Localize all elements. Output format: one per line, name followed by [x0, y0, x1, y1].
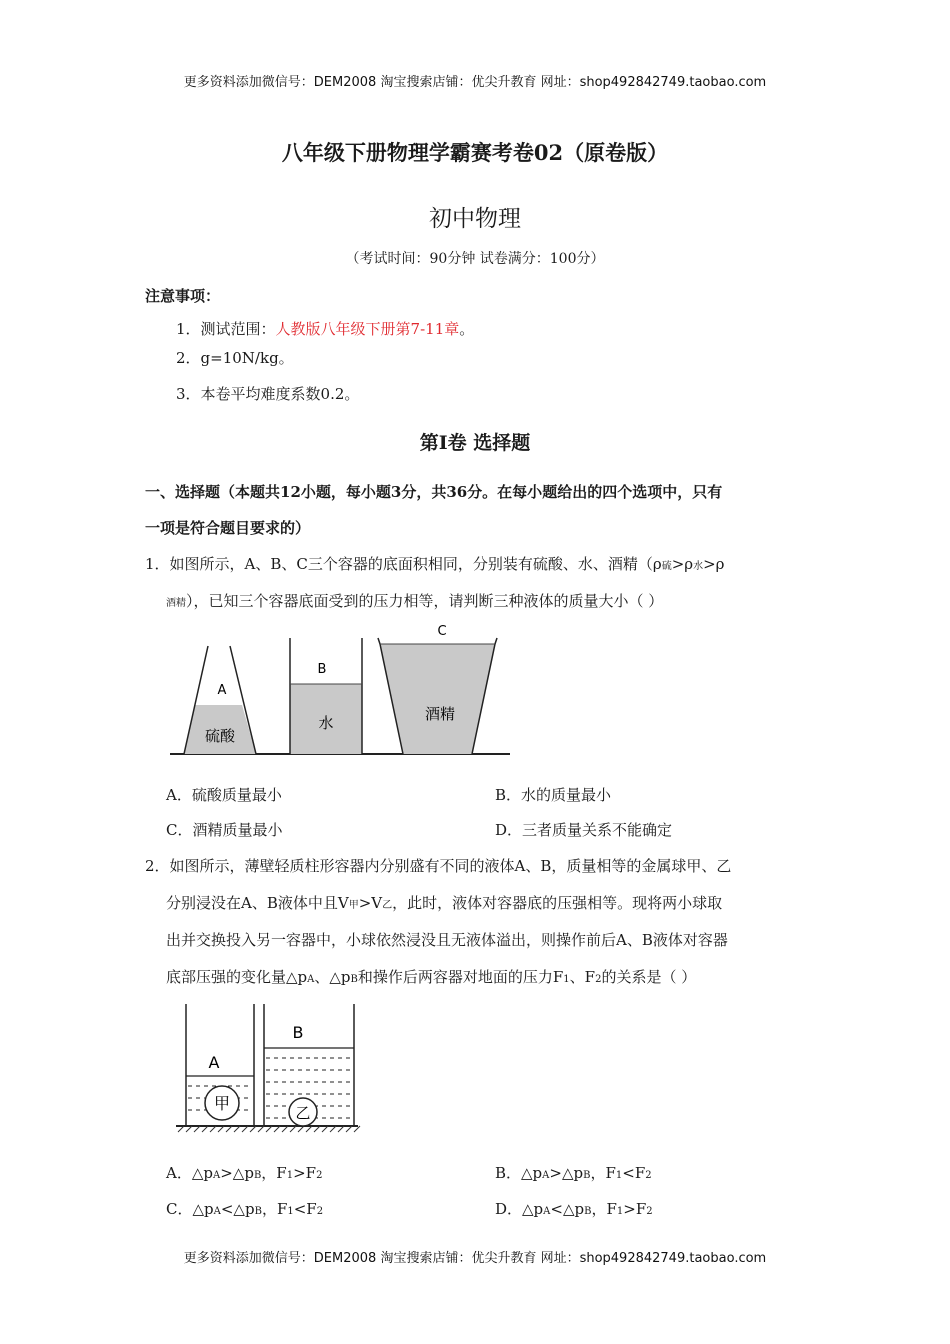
- q2-oc-1: C．△p: [166, 1200, 214, 1218]
- q2-od-s1: A: [543, 1206, 551, 1217]
- q2-ob-4: <F: [622, 1164, 646, 1182]
- q2-od-2: <△p: [550, 1200, 585, 1218]
- q2-l2-b: >V: [358, 894, 383, 912]
- q2-ob-s4: 2: [645, 1170, 652, 1181]
- q2-ball-jia-label: 甲: [213, 1094, 231, 1113]
- q2-text-line3: 出并交换投入另一容器中，小球依然浸没且无液体溢出，则操作前后A、B液体对容器: [166, 931, 728, 949]
- q1-option-d[interactable]: D．三者质量关系不能确定: [495, 821, 673, 839]
- q1-text-d: ），已知三个容器底面受到的压力相等，请判断三种液体的质量大小（ ）: [186, 592, 664, 610]
- part1-heading-line2: 一项是符合题目要求的）: [145, 519, 311, 537]
- note-item-1-scope: 人教版八年级下册第7-11章: [275, 320, 460, 338]
- q1-label-b: B: [317, 662, 327, 677]
- q2-l4-d: 、F: [569, 968, 596, 986]
- q1-text-line1: [145, 553, 724, 574]
- q2-oc-4: <F: [293, 1200, 317, 1218]
- q1-option-b[interactable]: B．水的质量最小: [495, 786, 612, 804]
- q1-text-b: >ρ: [671, 555, 694, 573]
- q1-text-a: 1．如图所示，A、B、C三个容器的底面积相同，分别装有硫酸、水、酒精（ρ: [145, 555, 662, 573]
- q2-od-s2: B: [584, 1206, 592, 1217]
- q2-option-d[interactable]: [495, 1198, 653, 1219]
- q2-oc-2: <△p: [220, 1200, 255, 1218]
- q2-ob-2: >△p: [549, 1164, 584, 1182]
- q2-oc-3: ，F: [261, 1200, 288, 1218]
- q1-figure-containers: [160, 618, 520, 760]
- q2-ball-yi-label: 乙: [295, 1104, 311, 1122]
- q2-option-b[interactable]: [495, 1162, 652, 1183]
- page-footer: 更多资料添加微信号：DEM2008 淘宝搜索店铺：优尖升教育 网址：shop492842749.taobao.com: [183, 1251, 767, 1266]
- q2-l2-sub1: 甲: [348, 900, 359, 911]
- page-title: 八年级下册物理学霸赛考卷02（原卷版）: [281, 140, 669, 165]
- q2-label-b: B: [292, 1023, 304, 1042]
- q1-option-c[interactable]: C．酒精质量最小: [166, 821, 283, 839]
- notes-heading: 注意事项：: [145, 287, 221, 305]
- note-item-2: 2．g=10N/kg。: [176, 349, 294, 367]
- page-header: 更多资料添加微信号：DEM2008 淘宝搜索店铺：优尖升教育 网址：shop492842749.taobao.com: [183, 75, 767, 90]
- q2-l4-c: 和操作后两容器对地面的压力F: [357, 968, 564, 986]
- q2-option-c[interactable]: [166, 1198, 323, 1219]
- q2-l4-sub2: B: [350, 974, 358, 985]
- q2-option-a[interactable]: [166, 1162, 322, 1183]
- q2-l4-b: 、△p: [314, 968, 351, 986]
- q1-sub-sulfuric: 硫: [661, 561, 672, 572]
- page-subtitle: 初中物理: [429, 206, 521, 232]
- q2-text-line2: [166, 892, 722, 913]
- q2-oa-4: >F: [293, 1164, 317, 1182]
- q2-oa-2: >△p: [220, 1164, 254, 1182]
- q2-l4-sub1: A: [307, 974, 315, 985]
- q2-l4-sub4: 2: [595, 974, 602, 985]
- q1-label-c: C: [437, 624, 447, 639]
- q2-l4-e: 的关系是（ ）: [601, 968, 697, 986]
- q2-oa-s2: B: [253, 1170, 262, 1181]
- q2-oa-s1: A: [212, 1170, 221, 1181]
- note-item-3: 3．本卷平均难度系数0.2。: [176, 385, 360, 403]
- q1-label-a: A: [217, 683, 227, 698]
- q1-option-a[interactable]: A．硫酸质量最小: [166, 786, 282, 804]
- q1-sub-alcohol: 酒精: [166, 598, 186, 609]
- q2-oa-s4: 2: [316, 1170, 323, 1181]
- q2-oc-s2: B: [254, 1206, 262, 1217]
- q1-text-line2: [166, 590, 663, 611]
- exam-info: （考试时间：90分钟 试卷满分：100分）: [345, 251, 605, 267]
- q1-liquid-c-label: 酒精: [424, 705, 456, 723]
- q2-l4-sub3: 1: [563, 974, 570, 985]
- q2-ob-s1: A: [542, 1170, 550, 1181]
- q2-od-3: ，F: [591, 1200, 617, 1218]
- q2-ob-1: B．△p: [495, 1164, 543, 1182]
- q2-od-1: D．△p: [495, 1200, 544, 1218]
- q1-sub-water: 水: [693, 561, 704, 572]
- note-item-1: [176, 318, 474, 339]
- q2-l4-a: 底部压强的变化量△p: [166, 968, 308, 986]
- q1-text-c: >ρ: [703, 555, 725, 573]
- note-item-1-suffix: 。: [459, 320, 475, 338]
- q2-oa-1: A．△p: [166, 1164, 213, 1182]
- q2-od-s4: 2: [646, 1206, 653, 1217]
- q2-oa-s3: 1: [286, 1170, 294, 1181]
- q2-figure-containers: [172, 998, 362, 1138]
- q2-oa-3: ，F: [261, 1164, 287, 1182]
- q2-l2-c: ，此时，液体对容器底的压强相等。现将两小球取: [392, 894, 723, 912]
- q2-text-line4: [166, 966, 696, 987]
- q2-l2-a: 分别浸没在A、B液体中且V: [166, 894, 349, 912]
- q1-liquid-a-label: 硫酸: [204, 727, 236, 745]
- q2-l2-sub2: 乙: [382, 900, 393, 911]
- q2-od-4: >F: [623, 1200, 647, 1218]
- q1-liquid-c: [380, 644, 495, 754]
- q2-oc-s1: A: [213, 1206, 221, 1217]
- q2-od-s3: 1: [616, 1206, 624, 1217]
- q2-ob-s2: B: [583, 1170, 591, 1181]
- section-title: 第Ⅰ卷 选择题: [419, 432, 531, 454]
- q2-oc-s3: 1: [287, 1206, 294, 1217]
- note-item-1-prefix: 1．测试范围：: [176, 320, 276, 338]
- q1-liquid-b-label: 水: [318, 714, 334, 732]
- q2-ob-s3: 1: [615, 1170, 623, 1181]
- q2-oc-s4: 2: [316, 1206, 324, 1217]
- q2-text-line1: 2．如图所示，薄壁轻质柱形容器内分别盛有不同的液体A、B，质量相等的金属球甲、乙: [145, 857, 732, 875]
- part1-heading-line1: 一、选择题（本题共12小题，每小题3分，共36分。在每小题给出的四个选项中，只有: [145, 483, 723, 501]
- q2-ob-3: ，F: [590, 1164, 616, 1182]
- q2-label-a: A: [208, 1053, 220, 1072]
